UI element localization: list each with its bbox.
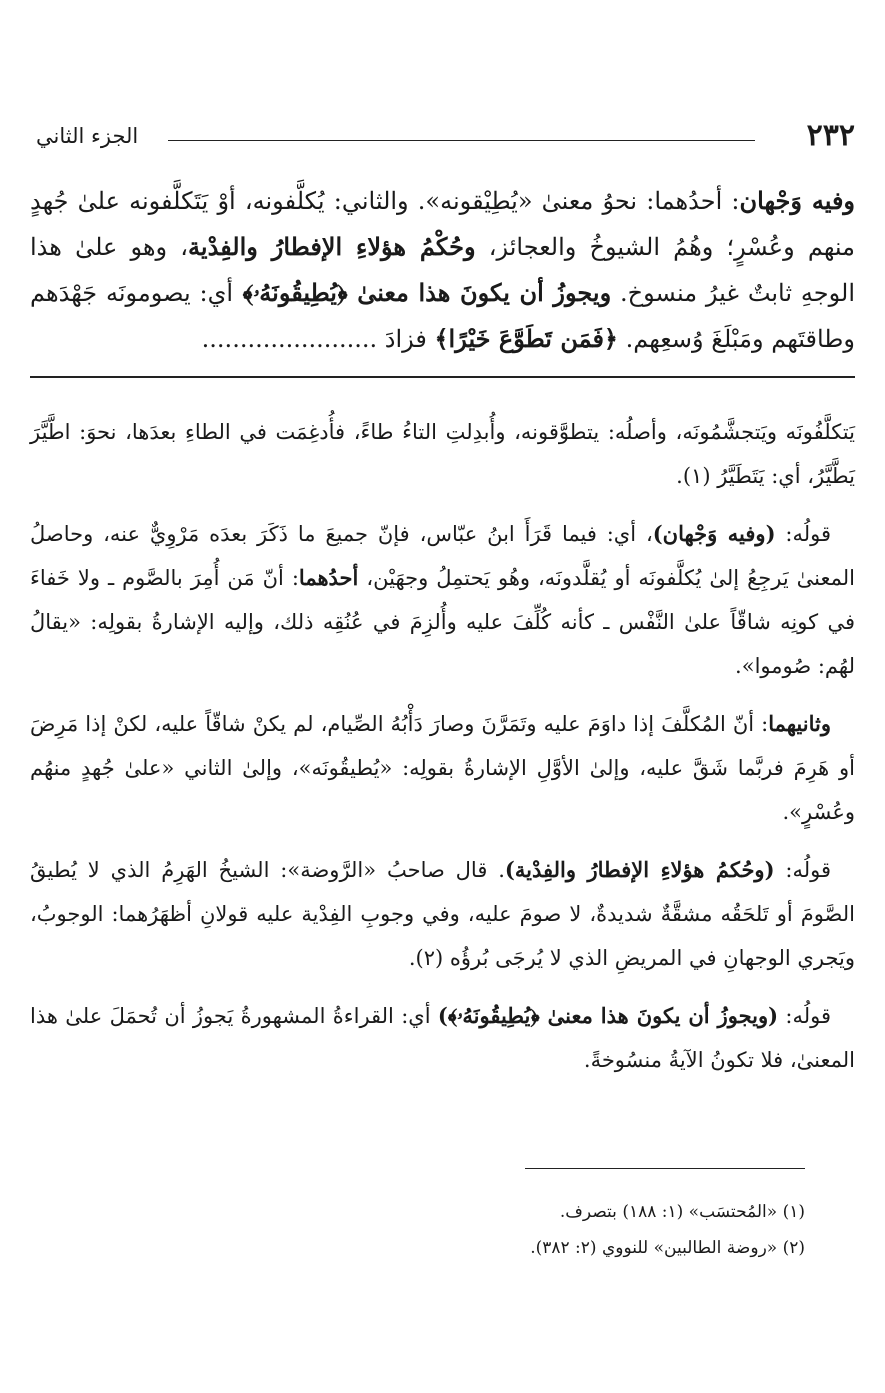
commentary-text: . قال صاحبُ «الرَّوضة»: الشيخُ الهَرِمُ الذي لا يُطيقُ الصَّومَ أو تَلحَقُه مشقَّةٌ شديدةٌ، لا صومَ عليه، وفي وجوبِ الفِدْية عليه قولانِ أظهَرُهما: الوجوبُ، ويَجري الوجهانِ في المريضِ الذي لا يُرجَى بُرؤُه (٢). bbox=[30, 858, 855, 970]
commentary-paragraph: يَتكلَّفُونَه ويَتجشَّمُونَه، وأصلُه: يتطوَّقونه، وأُبدِلتِ التاءُ طاءً، فأُدغِمَت في الطاءِ بعدَها، نحوَ: اطَّيَّرَ يَطَّيَّرُ، أي: يَتَطَيَّرُ (١). bbox=[30, 420, 855, 488]
commentary-bold: أحدُهما bbox=[298, 565, 359, 590]
matn-bold-phrase: وحُكْمُ هؤلاءِ الإفطارُ والفِدْية bbox=[188, 232, 476, 261]
header-rule bbox=[168, 140, 755, 141]
commentary-lead: قولُه: bbox=[774, 858, 832, 882]
commentary-bold: (وحُكمُ هؤلاءِ الإفطارُ والفِدْية) bbox=[504, 857, 775, 882]
matn-text: ، وهو علىٰ هذا الوجهِ ثابتٌ غيرُ منسوخ. bbox=[30, 233, 855, 307]
quran-quote: ﴿يُطِيقُونَهُۥ﴾ bbox=[233, 278, 358, 307]
part-title: الجزء الثاني bbox=[36, 124, 139, 148]
footnote: (١) «المُحتسَب» (١: ١٨٨) بتصرف. bbox=[559, 1202, 805, 1222]
commentary-lead: قولُه: bbox=[775, 522, 831, 546]
matn-bold-phrase: وفيه وَجْهان bbox=[739, 186, 856, 215]
commentary-bold: (وفيه وَجْهان) bbox=[652, 521, 776, 546]
main-text-paragraph bbox=[30, 178, 855, 362]
footnote: (٢) «روضة الطالبين» للنووي (٢: ٣٨٢). bbox=[530, 1238, 805, 1258]
commentary-paragraph bbox=[30, 512, 855, 688]
main-text bbox=[30, 178, 855, 362]
commentary-text: : أنّ المُكلَّفَ إذا داوَمَ عليه وتَمَرَّنَ وصارَ دَأْبُهُ الصِّيام، لم يكنْ شاقّاً عليه، لكنْ إذا مَرِضَ أو هَرِمَ فربَّما شَقَّ عليه، وإلىٰ الأوَّلِ الإشارةُ بقولِه: «يُطيقُونَه»، وإلىٰ الثاني «علىٰ جُهدٍ منهُم وعُسْرٍ». bbox=[30, 712, 855, 824]
matn-text: فزادَ ....................... bbox=[201, 325, 435, 353]
quran-quote: ﴿فَمَن تَطَوَّعَ خَيْرًا﴾ bbox=[434, 324, 618, 353]
commentary-paragraph bbox=[30, 994, 855, 1082]
matn-bold-phrase: ويجوزُ أن يكونَ هذا معنىٰ bbox=[357, 278, 612, 307]
commentary-paragraph bbox=[30, 848, 855, 980]
commentary-paragraph bbox=[30, 702, 855, 834]
commentary-text: : أنّ مَن أُمِرَ بالصَّوم ـ ولا خَفاءَ في كونِه شاقّاً علىٰ النَّفْس ـ كأنه كُلِّفَ عليه وأُلزِمَ في عُنُقِه ذلك، وإليه الإشارةُ بقولِه: «يقالُ لهُم: صُوموا». bbox=[30, 566, 855, 678]
commentary-text: ، أي: فيما قَرَأَ ابنُ عبّاس، فإنّ جميعَ ما ذَكَرَ بعدَه مَرْوِيٌّ عنه، وحاصلُ المعنىٰ يَرجِعُ إلىٰ يُكلَّفونَه أو يُقلَّدونَه، وهُو يَحتمِلُ وجهَيْن، bbox=[30, 522, 855, 590]
matn-text: أي: يصومونَه جَهْدَهم وطاقتَهم ومَبْلَغَ وُسعِهم. bbox=[30, 279, 855, 353]
commentary-bold: وثانيهما bbox=[768, 711, 831, 736]
commentary bbox=[30, 410, 855, 1096]
matn-separator bbox=[30, 376, 855, 378]
commentary-bold: (ويجوزُ أن يكونَ هذا معنىٰ ﴿يُطِيقُونَهُۥ﴾) bbox=[437, 1003, 779, 1028]
commentary-lead: قولُه: bbox=[778, 1004, 832, 1028]
matn-text: : أحدُهما: نحوُ معنىٰ «يُطِيْقونه». والثاني: يُكلَّفونه، أوْ يَتَكلَّفونه علىٰ جُهدٍ منهم وعُسْرٍ؛ وهُمُ الشيوخُ والعجائز، bbox=[30, 187, 855, 261]
page-number: ٢٣٢ bbox=[806, 118, 855, 153]
footnotes bbox=[300, 1194, 805, 1266]
running-header bbox=[36, 118, 855, 158]
footnote-separator bbox=[525, 1168, 805, 1169]
commentary-text: أي: القراءةُ المشهورةُ يَجوزُ أن تُحمَلَ علىٰ هذا المعنىٰ، فلا تكونُ الآيةُ منسُوخةً. bbox=[30, 1004, 855, 1072]
